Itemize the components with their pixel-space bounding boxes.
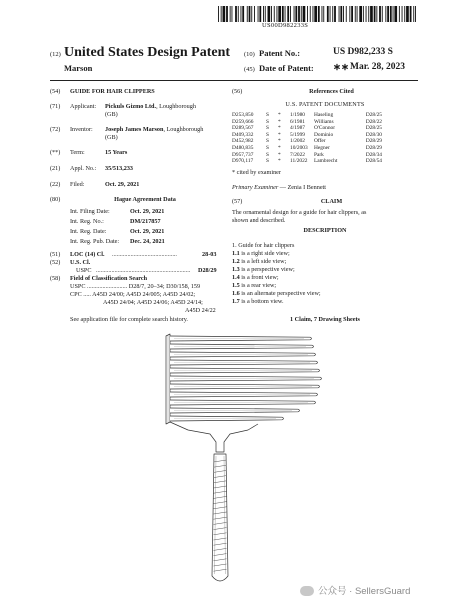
ref-name: Williams xyxy=(314,118,334,125)
field-search-cpc-3: A45D 24/22 xyxy=(185,307,216,314)
reference-row xyxy=(232,152,382,159)
examiner-label: Primary Examiner xyxy=(232,184,279,191)
inventor xyxy=(105,126,203,134)
ref-number: D259,666 xyxy=(232,118,254,125)
ref-number: D409,332 xyxy=(232,131,254,138)
inid-code-45: (45) xyxy=(244,66,255,73)
claim-title: CLAIM xyxy=(320,198,343,205)
ref-date: 6/1981 xyxy=(290,118,305,125)
description-item: 1.2 is a left side view; xyxy=(232,258,287,265)
applicant-name: Pickuls Gizmo Ltd. xyxy=(105,103,157,110)
ref-date: 4/1987 xyxy=(290,125,305,132)
inventor-surname: Marson xyxy=(64,63,93,73)
hair-clipper-guide-drawing xyxy=(150,330,325,595)
claim-line-1: The ornamental design for a guide for hair clippers, as xyxy=(232,209,367,216)
ref-name: Haseling xyxy=(314,112,334,118)
header-rule xyxy=(50,80,418,81)
ref-star: * xyxy=(278,112,281,118)
ref-kind: S xyxy=(266,112,269,118)
ref-name: Park xyxy=(314,151,324,158)
barcode-number: US00D982233S xyxy=(262,22,309,29)
ref-class: D28/30 xyxy=(365,131,382,138)
reference-row xyxy=(232,119,382,126)
design-title: GUIDE FOR HAIR CLIPPERS xyxy=(70,88,155,95)
term-value: 15 Years xyxy=(105,149,128,156)
hague-value-0: Oct. 29, 2021 xyxy=(130,208,165,215)
patent-number-label: Patent No.: xyxy=(259,48,301,58)
inid-code-54: (54) xyxy=(50,88,61,95)
ref-class: D28/29 xyxy=(365,138,382,145)
ref-class: D28/54 xyxy=(365,158,382,165)
hague-value-3: Dec. 24, 2021 xyxy=(130,238,165,245)
uspc-value: D28/29 xyxy=(198,267,217,274)
reference-row xyxy=(232,132,382,139)
inid-code-21: (21) xyxy=(50,165,61,172)
us-cl-label: U.S. Cl. xyxy=(70,259,91,266)
applicant xyxy=(105,103,196,111)
ref-number: D957,737 xyxy=(232,151,254,158)
hague-value-2: Oct. 29, 2021 xyxy=(130,228,165,235)
primary-examiner xyxy=(232,184,326,192)
field-search-cpc: CPC ..... A45D 24/00; A45D 24/005; A45D 24/02; xyxy=(70,291,196,298)
description-item: 1.7 is a bottom view. xyxy=(232,298,284,305)
ref-date: 1/2002 xyxy=(290,138,305,145)
description-title: DESCRIPTION xyxy=(303,227,347,234)
document-title: United States Design Patent xyxy=(64,45,231,60)
description-item: 1.4 is a front view; xyxy=(232,274,279,281)
ref-number: D480,835 xyxy=(232,144,254,151)
ref-name: Hegner xyxy=(314,144,330,151)
ref-date: 10/2003 xyxy=(290,144,308,151)
description-item: 1.6 is an alternate perspective view; xyxy=(232,290,321,297)
description-item: 1. Guide for hair clippers xyxy=(232,242,295,249)
ref-kind: S xyxy=(266,144,269,151)
ref-name: Lambrecht xyxy=(314,158,338,165)
description-item: 1.1 is a right side view; xyxy=(232,250,290,257)
applicant-place: , Loughborough xyxy=(156,103,196,110)
appl-no-label: Appl. No.: xyxy=(70,165,97,172)
examiner-name: — Zenia I Bennett xyxy=(278,184,327,191)
references-table xyxy=(232,112,382,165)
inid-code-10: (10) xyxy=(244,51,255,58)
inid-code-58: (58) xyxy=(50,275,61,282)
ref-name: O'Connor xyxy=(314,125,336,132)
hague-label-2: Int. Reg. Date: xyxy=(70,228,107,235)
ref-star: * xyxy=(278,144,281,151)
inid-code-57: (57) xyxy=(232,198,243,205)
date-of-patent: Mar. 28, 2023 xyxy=(350,62,406,72)
patent-number: US D982,233 S xyxy=(333,47,393,57)
ref-kind: S xyxy=(266,131,269,138)
loc-label: LOC (14) Cl. xyxy=(70,251,105,258)
ref-date: 11/2022 xyxy=(290,158,308,165)
reference-row xyxy=(232,145,382,152)
uspc-label: USPC xyxy=(76,267,92,274)
inventor-name: Joseph James Marson xyxy=(105,126,164,133)
hague-label-1: Int. Reg. No.: xyxy=(70,218,104,225)
inventor-label: Inventor: xyxy=(70,126,93,133)
claims-sheets-count: 1 Claim, 7 Drawing Sheets xyxy=(290,316,360,323)
inventor-country: (GB) xyxy=(105,134,118,141)
applicant-country: (GB) xyxy=(105,111,118,118)
ref-kind: S xyxy=(266,138,269,145)
ref-name: Offer xyxy=(314,138,326,145)
uspc-dots: ............................................................. xyxy=(96,267,191,274)
inid-code-80: (80) xyxy=(50,196,61,203)
ref-date: 1/1980 xyxy=(290,112,305,118)
date-of-patent-label: Date of Patent: xyxy=(259,63,314,73)
ref-number: D452,982 xyxy=(232,138,254,145)
ref-number: D289,567 xyxy=(232,125,254,132)
ref-kind: S xyxy=(266,158,269,165)
ref-star: * xyxy=(278,125,281,132)
ref-class: D28/25 xyxy=(365,112,382,118)
ref-name: Dominio xyxy=(314,131,334,138)
field-search-cpc-2: A45D 24/04; A45D 24/06; A45D 24/14; xyxy=(103,299,203,306)
description-item: 1.5 is a rear view; xyxy=(232,282,277,289)
wechat-icon xyxy=(300,586,314,596)
ref-kind: S xyxy=(266,125,269,132)
ref-class: D28/29 xyxy=(365,144,382,151)
loc-value: 28-03 xyxy=(202,251,217,258)
appl-no-value: 35/513,233 xyxy=(105,165,134,172)
barcode xyxy=(218,6,418,22)
cited-by-examiner: * cited by examiner xyxy=(232,169,281,176)
reference-row xyxy=(232,138,382,145)
ref-star: * xyxy=(278,131,281,138)
inid-code-22: (22) xyxy=(50,181,61,188)
filed-value: Oct. 29, 2021 xyxy=(105,181,140,188)
loc-dots: .......................................... xyxy=(112,251,177,258)
reference-row xyxy=(232,158,382,165)
ref-star: * xyxy=(278,118,281,125)
inid-code-term: (**) xyxy=(50,149,61,156)
date-mark: ∗∗ xyxy=(333,63,349,73)
field-search-title: Field of Classification Search xyxy=(70,275,148,282)
inid-code-51: (51) xyxy=(50,251,61,258)
inventor-place: , Loughborough xyxy=(163,126,204,133)
inid-code-72: (72) xyxy=(50,126,61,133)
ref-number: D253,850 xyxy=(232,112,254,118)
description-item: 1.3 is a perspective view; xyxy=(232,266,295,273)
ref-star: * xyxy=(278,151,281,158)
inid-code-56: (56) xyxy=(232,88,243,95)
ref-class: D28/22 xyxy=(365,118,382,125)
term-label: Term: xyxy=(70,149,85,156)
field-search-uspc: USPC .......................... D28/7, 20–34; D30/158, 159 xyxy=(70,283,201,290)
ref-class: D28/25 xyxy=(365,125,382,132)
inid-code-52: (52) xyxy=(50,259,61,266)
inid-code-71: (71) xyxy=(50,103,61,110)
ref-date: 5/1999 xyxy=(290,131,305,138)
reference-row xyxy=(232,125,382,132)
ref-star: * xyxy=(278,138,281,145)
hague-label-3: Int. Reg. Pub. Date: xyxy=(70,238,120,245)
us-patent-documents-heading: U.S. PATENT DOCUMENTS xyxy=(285,101,365,108)
watermark-text: 公众号 · SellersGuard xyxy=(318,586,411,597)
applicant-label: Applicant: xyxy=(70,103,97,110)
claim-line-2: shown and described. xyxy=(232,217,286,224)
watermark xyxy=(300,583,410,597)
reference-row xyxy=(232,112,382,119)
ref-date: 7/2022 xyxy=(290,151,305,158)
ref-number: D970,117 xyxy=(232,158,254,165)
hague-value-1: DM/217857 xyxy=(130,218,161,225)
hague-label-0: Int. Filing Date: xyxy=(70,208,110,215)
search-history-note: See application file for complete search history. xyxy=(70,316,188,323)
ref-class: D28/34 xyxy=(365,151,382,158)
inid-code-12: (12) xyxy=(50,51,61,58)
hague-title: Hague Agreement Data xyxy=(114,196,176,203)
ref-kind: S xyxy=(266,151,269,158)
ref-star: * xyxy=(278,158,281,165)
ref-kind: S xyxy=(266,118,269,125)
references-title: References Cited xyxy=(309,88,354,95)
filed-label: Filed: xyxy=(70,181,85,188)
